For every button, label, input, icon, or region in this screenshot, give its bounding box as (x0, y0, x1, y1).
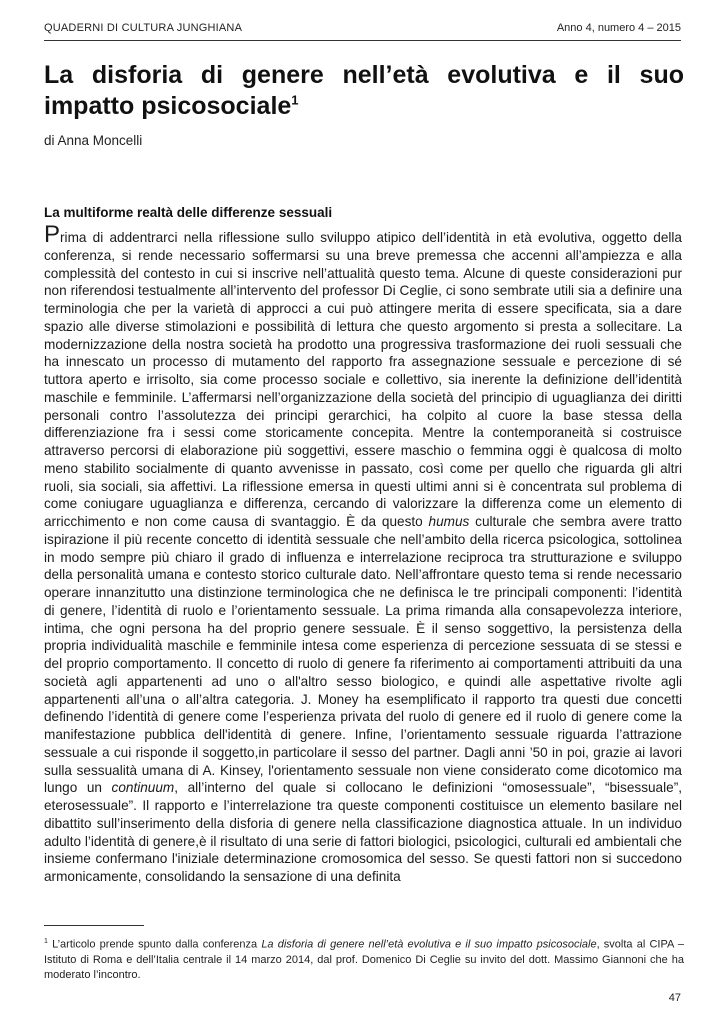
page-number: 47 (668, 992, 681, 1004)
running-header (44, 22, 681, 41)
article-title (44, 60, 684, 122)
footnote-text-before: L’articolo prende spunto dalla conferenza (47, 938, 262, 951)
body-text-part-2: culturale che sembra avere tratto ispirazione il più recente concetto di identità sessuale che nell’ambito della ricerca psicologica, sottolinea in modo sempre più chiaro il grado di influenza e interrelazione reciproca tra strutturazione e sviluppo della personalità umana e contesto storico culturale dato. Nell’affrontare questo tema si rende necessario operare innanzitutto una distinzione terminologica che ne definisca le tre principali componenti: l’identità di genere, l’identità di ruolo e l’orientamento sessuale. La prima rimanda alla consapevolezza interiore, intima, che ogni persona ha del proprio genere sessuale. È il senso soggettivo, la persistenza della propria individualità maschile e femminile intesa come esperienza di percezione sessuata di se stessi e del proprio comportamento. Il concetto di ruolo di genere fa riferimento ai comportamenti attribuiti da una società agli appartenenti ad uno o all'altro sesso biologico, e quindi alle aspettative rivolte agli appartenenti all’una o all’altra categoria. J. Money ha esemplificato il rapporto tra questi due concetti definendo l’identità di genere come l’esperienza privata del ruolo di genere ed il ruolo di genere come la manifestazione pubblica dell'identità di genere. Infine, l’orientamento sessuale riguarda l’attrazione sessuale a cui risponde il soggetto,in particolare il sesso del partner. Dagli anni ’50 in poi, grazie ai lavori sulla sessualità umana di A. Kinsey, l'orientamento sessuale non viene considerato come dicotomico ma lungo un (44, 514, 682, 796)
author-byline: di Anna Moncelli (44, 133, 143, 148)
journal-name: QUADERNI DI CULTURA JUNGHIANA (44, 22, 243, 34)
body-emphasis-humus: humus (428, 514, 470, 529)
title-footnote-mark[interactable]: 1 (291, 92, 299, 108)
footnote-divider (44, 925, 144, 926)
footnote-mark: 1 (44, 938, 48, 945)
drop-cap: P (44, 221, 61, 248)
body-text-part-3: , all’interno del quale si collocano le definizioni “omosessuale”, “bisessuale”, eterosessuale”. Il rapporto e l’interrelazione tra queste componenti costituisce un elemento basilare nel dibattito sull’inserimento della disforia di genere nella classificazione diagnostica attuale. In un individuo adulto l’identità di genere,è il risultato di una serie di fattori biologici, psicologici, culturali ed ambientali che insieme confermano l'iniziale determinazione cromosomica del sesso. Se questi fattori non si succedono armonicamente, consolidando la sensazione di una definita (44, 780, 683, 884)
footnote-text-after: , svolta al CIPA –Istituto di Roma e dell’Italia centrale il 14 marzo 2014, dal prof. Domenico Di Ceglie su invito del dott. Massimo Giannoni che ha moderato l’incontro. (44, 938, 684, 981)
article-title-text: La disforia di genere nell’età evolutiva e il suo impatto psicosociale (44, 61, 684, 120)
body-text-part-1: rima di addentrarci nella riflessione sullo sviluppo atipico dell’identità in età evolutiva, oggetto della conferenza, si rende necessario soffermarsi su una breve premessa che accenni all’ampiezza e alla complessità del contesto in cui si inscrive nell’attualità questo tema. Alcune di queste considerazioni pur non riferendosi testualmente all’intervento del professor Di Ceglie, ci sono sembrate utili sia a definire una terminologia che per la varietà di approcci a cui può attingere merita di essere specificata, sia a dare spazio alle diverse stimolazioni e possibilità di lettura che questo argomento si presta a sollecitare. La modernizzazione della nostra società ha prodotto una progressiva trasformazione dei ruoli sessuali che ha innescato un processo di mutamento del rapporto fra assegnazione sessuale e percezione di sé tuttora aperto e irrisolto, sia come processo sociale e collettivo, sia inerente la definizione dell’identità maschile e femminile. L’affermarsi nell’organizzazione della società del principio di uguaglianza dei diritti personali contro l’assolutezza dei principi gerarchici, ha colpito al cuore la base stessa della differenziazione fra i sessi come storicamente concepita. Mentre la contemporaneità si costruisce attraverso percorsi di elaborazione più soggettivi, essere maschio o femmina oggi è qualcosa di molto meno stabilito socialmente di quanto avvenisse in passato, così come per quello che riguarda gli altri ruoli, sia sociali, sia affettivi. La riflessione emersa in questi ultimi anni si è concentrata sul problema di come coniugare uguaglianza e differenza, cercando di valorizzare la differenza come un elemento di arricchimento e non come causa di svantaggio. È da questo (44, 230, 682, 529)
footnote-conference-title: La disforia di genere nell’età evolutiva e il suo impatto psicosociale (261, 938, 597, 951)
body-paragraph (44, 221, 683, 886)
footnote (44, 934, 684, 983)
body-emphasis-continuum: continuum (111, 780, 175, 796)
section-heading: La multiforme realtà delle differenze sessuali (44, 205, 333, 220)
issue-info: Anno 4, numero 4 – 2015 (556, 22, 681, 34)
